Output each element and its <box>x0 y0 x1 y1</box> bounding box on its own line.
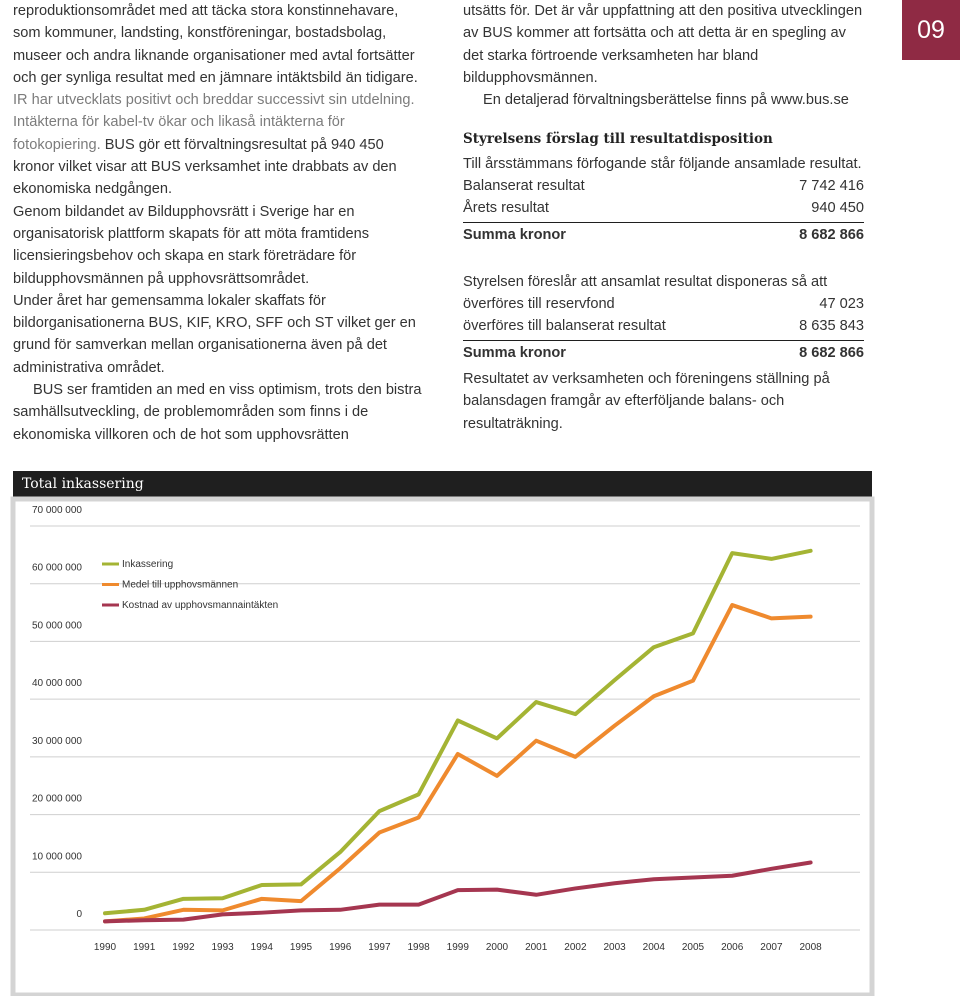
y-tick-label: 40 000 000 <box>31 678 82 690</box>
y-tick-label: 20 000 000 <box>31 793 82 805</box>
left-paragraph-1-part-c: BUS gör ett förvaltningsresultat på 940 450 kronor vilket visar att BUS verksamhet inte drabbats av den ekonomiska nedgången. <box>13 136 397 198</box>
line-chart <box>0 471 960 996</box>
x-tick-label: 1993 <box>211 942 234 953</box>
legend-label: Inkassering <box>122 559 174 570</box>
x-tick-label: 2007 <box>760 942 783 953</box>
table-sum-row <box>463 222 864 246</box>
table-row <box>463 315 864 337</box>
row-label: Årets resultat <box>463 200 549 217</box>
sum-value: 8 682 866 <box>799 226 864 243</box>
result-table <box>463 175 864 246</box>
x-tick-label: 2006 <box>721 942 744 953</box>
legend-label: Kostnad av upphovsmannaintäkten <box>122 600 279 611</box>
left-paragraph-4: BUS ser framtiden an med en viss optimism, trots den bistra samhällsutveckling, de problemområden som finns i de ekonomiska villkoren och de hot som upphovsrätten <box>13 382 422 443</box>
left-paragraph-1 <box>13 0 423 201</box>
proposal-text: Styrelsen föreslår att ansamlat resultat disponeras så att <box>463 274 828 290</box>
section-title: Styrelsens förslag till resultatdisposition <box>463 131 773 147</box>
left-text-column <box>13 0 423 446</box>
left-paragraph-1-part-b: IR har utvecklats positivt och breddar successivt sin utdelning. Intäkterna för kabel-tv ökar och likaså intäkterna för fotokopiering. <box>13 92 415 153</box>
x-tick-label: 1994 <box>250 942 273 953</box>
x-tick-label: 1995 <box>289 942 313 953</box>
sum-value: 8 682 866 <box>799 344 864 361</box>
row-value: 940 450 <box>811 200 864 217</box>
row-label: överföres till reservfond <box>463 296 615 312</box>
chart-panel <box>0 471 960 996</box>
right-text-column <box>463 0 868 432</box>
x-tick-label: 2005 <box>681 942 705 953</box>
y-tick-label: 70 000 000 <box>31 505 82 516</box>
closing-text: Resultatet av verksamheten och föreningens ställning på balansdagen framgår av efterföljande balans- och resultaträkning. <box>463 371 830 432</box>
table-row <box>463 293 864 315</box>
x-tick-label: 1992 <box>172 942 195 953</box>
x-tick-label: 2008 <box>799 942 822 953</box>
row-label: Balanserat resultat <box>463 178 585 194</box>
legend-label: Medel till upphovsmännen <box>122 579 239 591</box>
sum-label: Summa kronor <box>463 344 566 361</box>
chart-title: Total inkassering <box>22 476 144 492</box>
y-tick-label: 50 000 000 <box>31 620 82 632</box>
row-value: 8 635 843 <box>799 318 864 335</box>
x-tick-label: 2002 <box>564 942 587 953</box>
x-tick-label: 1991 <box>133 942 156 953</box>
right-paragraph-1: utsätts för. Det är vår uppfattning att den positiva utvecklingen av BUS kommer att fortsätta och att detta är en spegling av det starka förtroende verksamheten har bland bildupphovsmännen. <box>463 3 863 86</box>
y-tick-label: 0 <box>76 909 82 920</box>
sum-label: Summa kronor <box>463 226 566 243</box>
left-paragraph-2: Genom bildandet av Bildupphovsrätt i Sverige har en organisatorisk plattform skapats för att möta framtidens licensieringsbehov och skapa en stark företrädare för bildupphovsmännen på upphovsrättsområdet. <box>13 203 370 287</box>
x-tick-label: 2003 <box>603 942 626 953</box>
y-tick-label: 10 000 000 <box>31 851 82 863</box>
row-value: 7 742 416 <box>799 178 864 194</box>
x-tick-label: 2004 <box>642 942 665 953</box>
x-tick-label: 1996 <box>329 942 352 953</box>
x-tick-label: 1999 <box>446 942 469 953</box>
x-tick-label: 2000 <box>485 942 509 953</box>
x-tick-label: 1997 <box>368 942 391 953</box>
right-paragraph-2: En detaljerad förvaltningsberättelse finns på www.bus.se <box>483 92 849 109</box>
x-tick-label: 1998 <box>407 942 430 953</box>
table-row <box>463 197 864 219</box>
table-row <box>463 175 864 197</box>
page-number: 09 <box>917 15 945 44</box>
table-sum-row <box>463 340 864 364</box>
left-paragraph-1-part-a: reproduktionsområdet med att täcka stora konstinnehavare, som kommuner, landsting, konstföreningar, bostadsbolag, museer och andra liknande organisationer med avtal fortsätter och ger synliga resultat med en jämnare intäktsbild än tidigare. <box>13 3 418 86</box>
x-tick-label: 1990 <box>93 942 117 953</box>
x-tick-label: 2001 <box>525 942 548 953</box>
row-label: överföres till balanserat resultat <box>463 318 666 335</box>
intro-text: Till årsstämmans förfogande står följande ansamlade resultat. <box>463 156 862 172</box>
left-paragraph-3: Under året har gemensamma lokaler skaffats för bildorganisationerna BUS, KIF, KRO, SFF och ST vilket ger en grund för samverkan mellan organisationerna även på det administrativa området. <box>13 292 416 376</box>
page-number-badge <box>902 0 960 60</box>
row-value: 47 023 <box>819 296 864 312</box>
disposition-table <box>463 293 864 364</box>
y-tick-label: 30 000 000 <box>31 735 82 747</box>
y-tick-label: 60 000 000 <box>31 562 82 574</box>
